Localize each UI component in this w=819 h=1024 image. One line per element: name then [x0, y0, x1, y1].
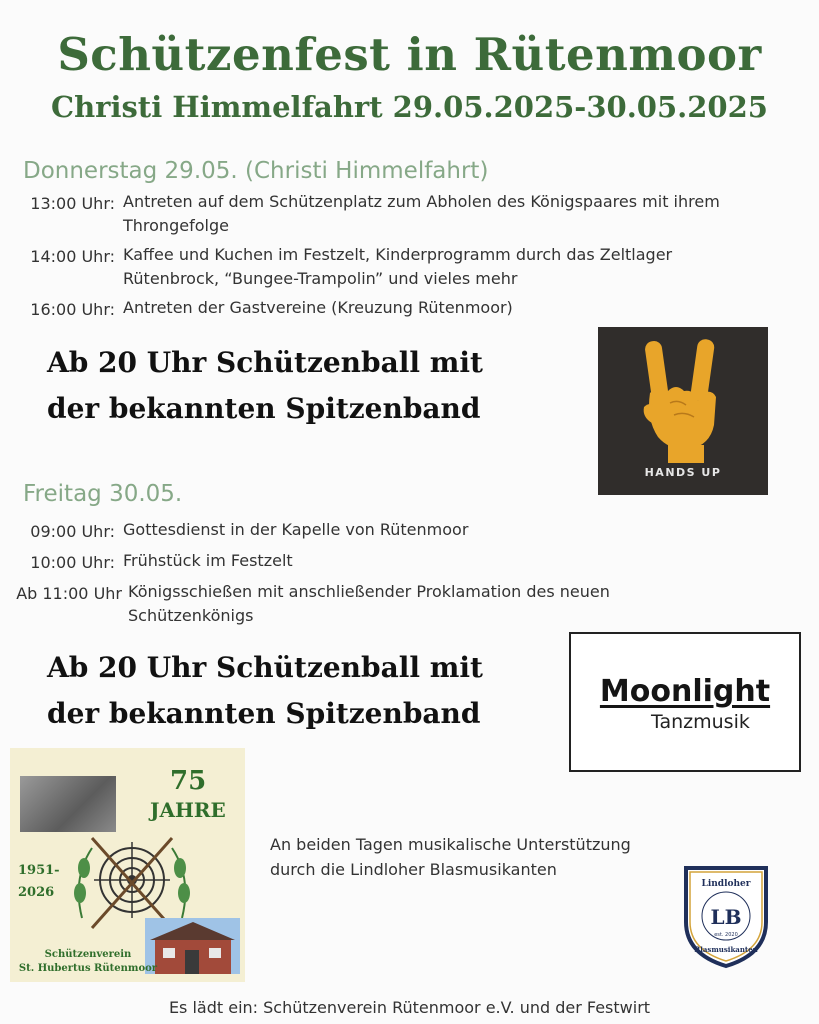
- anniversary-club: [18, 948, 158, 976]
- moonlight-band-logo: [569, 632, 801, 772]
- music-support-line-2: durch die Lindloher Blasmusikanten: [270, 860, 557, 879]
- day2-text-1: Gottesdienst in der Kapelle von Rütenmoor: [123, 520, 469, 539]
- day2-ball-line-1: Ab 20 Uhr Schützenball mit: [47, 651, 483, 684]
- anniversary-club-line-1: Schützenverein: [44, 949, 132, 960]
- day2-ball-line-2: der bekannten Spitzenband: [47, 697, 481, 730]
- day1-time-1: 13:00 Uhr:: [30, 194, 115, 213]
- anniversary-badge: [10, 748, 245, 982]
- moonlight-subtitle: Tanzmusik: [651, 711, 750, 733]
- blasmusikanten-logo: [680, 862, 772, 970]
- day1-time-3: 16:00 Uhr:: [30, 300, 115, 319]
- day2-heading: Freitag 30.05.: [23, 481, 183, 507]
- hands-up-band-logo: [598, 327, 768, 495]
- day1-heading: Donnerstag 29.05. (Christi Himmelfahrt): [23, 158, 489, 184]
- music-support-note: [270, 832, 631, 882]
- day1-text-2: Kaffee und Kuchen im Festzelt, Kinderprogramm durch das Zeltlager Rütenbrock, “Bungee-Trampolin” und vieles mehr: [123, 245, 673, 288]
- anniversary-years-end: 2026: [18, 885, 55, 900]
- day1-time-2: 14:00 Uhr:: [30, 247, 115, 266]
- day1-text-1: Antreten auf dem Schützenplatz zum Abholen des Königspaares mit ihrem Throngefolge: [123, 192, 720, 235]
- page-subtitle: Christi Himmelfahrt 29.05.2025-30.05.2025: [51, 90, 768, 124]
- anniversary-years-start: 1951-: [18, 863, 60, 878]
- footer-invite: Es lädt ein: Schützenverein Rütenmoor e.V. und der Festwirt: [168, 998, 651, 1017]
- day2-time-3: Ab 11:00 Uhr: [16, 584, 122, 603]
- day2-time-2: 10:00 Uhr:: [30, 553, 115, 572]
- shield-emblem-icon: [680, 862, 772, 970]
- music-support-line-1: An beiden Tagen musikalische Unterstützung: [270, 835, 631, 854]
- anniversary-years: [18, 860, 68, 904]
- anniversary-word: JAHRE: [150, 798, 226, 822]
- anniversary-number: 75: [170, 766, 207, 796]
- anniversary-club-line-2: St. Hubertus Rütenmoor: [18, 963, 158, 974]
- page-title: Schützenfest in Rütenmoor: [57, 28, 762, 81]
- moonlight-name: Moonlight: [599, 674, 771, 709]
- day1-ball-line-1: Ab 20 Uhr Schützenball mit: [47, 346, 483, 379]
- blasmusik-bottom-text: Blasmusikanten: [694, 945, 758, 954]
- rock-hand-icon: [598, 327, 768, 467]
- blasmusik-top-text: Lindloher: [701, 879, 751, 889]
- clubhouse-icon: [145, 918, 240, 974]
- day2-text-3: Königsschießen mit anschließender Proklamation des neuen Schützenkönigs: [128, 582, 610, 625]
- day2-text-2: Frühstück im Festzelt: [123, 551, 293, 570]
- day1-ball-line-2: der bekannten Spitzenband: [47, 392, 481, 425]
- blasmusik-est: est. 2020: [714, 932, 738, 938]
- blasmusik-monogram: LB: [710, 905, 742, 929]
- day2-time-1: 09:00 Uhr:: [30, 522, 115, 541]
- hands-up-label: HANDS UP: [644, 466, 722, 479]
- day1-text-3: Antreten der Gastvereine (Kreuzung Rütenmoor): [123, 298, 513, 317]
